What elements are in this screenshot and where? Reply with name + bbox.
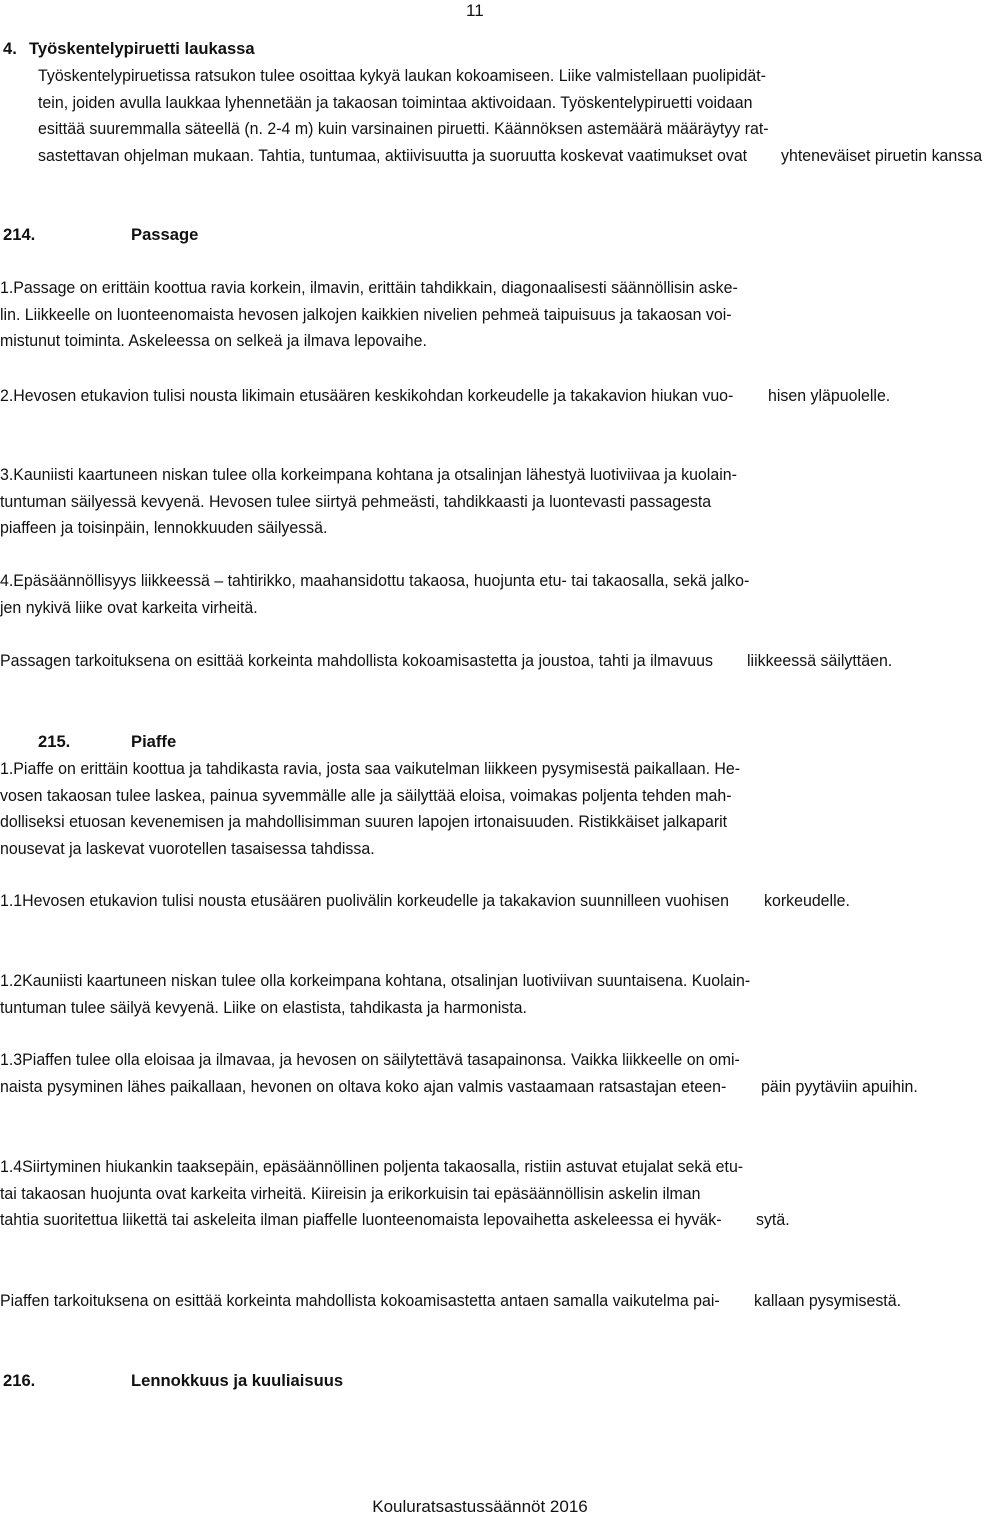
text-line: dolliseksi etuosan kevenemisen ja mahdollisimman suuren lapojen irtonaisuuden. Ristikkäiset jalkaparit <box>0 812 728 831</box>
text-line: liikkeessä säilyttäen. <box>747 651 893 670</box>
text-line: Hevosen etukavion tulisi nousta likimain etusäären keskikohdan korkeudelle ja takakavion hiukan vuo- <box>13 386 734 405</box>
text-line: kallaan pysymisestä. <box>754 1291 902 1310</box>
piaffe-item-1-4 <box>0 1154 954 1234</box>
text-line: tahtia suoritettua liikettä tai askeleita ilman piaffelle luonteenomaista lepovaihetta askeleessa ei hyväk- <box>0 1210 722 1229</box>
text-line: Kauniisti kaartuneen niskan tulee olla korkeimpana kohtana ja otsalinjan lähestyä luotiviivaa ja kuolain- <box>13 465 737 484</box>
page-number: 11 <box>466 1 484 20</box>
item-number: 1.2 <box>0 971 23 990</box>
text-line: yhteneväiset piruetin kanssa <box>781 145 983 165</box>
text-line: Piaffe on erittäin koottua ja tahdikasta ravia, josta saa vaikutelman liikkeen pysymisestä paikallaan. He- <box>13 759 741 778</box>
text-line: Hevosen etukavion tulisi nousta etusäären puolivälin korkeudelle ja takakavion suunnilleen vuohisen <box>22 891 729 910</box>
heading-216-title: Lennokkuus ja kuuliaisuus <box>131 1371 344 1390</box>
heading-216-number: 216. <box>3 1371 36 1390</box>
section-4-number: 4. <box>3 39 17 58</box>
heading-215-number: 215. <box>38 732 71 751</box>
text-line: jen nykivä liike ovat karkeita virheitä. <box>0 597 258 617</box>
item-number: 3. <box>0 465 14 484</box>
text-line: esittää suuremmalla säteellä (n. 2-4 m) kuin varsinainen piruetti. Käännöksen astemäärä määräytyy rat- <box>38 119 769 138</box>
text-line: Piaffen tarkoituksena on esittää korkeinta mahdollista kokoamisastetta antaen samalla vaikutelma pai- <box>0 1291 720 1310</box>
passage-item-3 <box>0 462 954 542</box>
text-line: tein, joiden avulla laukkaa lyhennetään ja takaosan toimintaa aktivoidaan. Työskentelypiruetti voidaan <box>38 92 753 112</box>
text-line: päin pyytäviin apuihin. <box>761 1076 918 1096</box>
text-line: sytä. <box>756 1210 790 1229</box>
piaffe-item-1-1 <box>0 888 954 915</box>
item-number: 4. <box>0 571 14 590</box>
passage-item-1 <box>0 275 954 355</box>
heading-215-title: Piaffe <box>131 732 177 751</box>
piaffe-item-1-3 <box>0 1047 954 1100</box>
text-line: piaffeen ja toisinpäin, lennokkuuden säilyessä. <box>0 518 328 537</box>
text-line: Passage on erittäin koottua ravia korkein, ilmavin, erittäin tahdikkain, diagonaalisesti säännöllisin aske- <box>13 278 738 297</box>
text-line: Passagen tarkoituksena on esittää korkeinta mahdollista kokoamisastetta ja joustoa, tahti ja ilmavuus <box>0 651 713 670</box>
piaffe-item-1-2 <box>0 968 954 1021</box>
text-line: Siirtyminen hiukankin taaksepäin, epäsäännöllinen poljenta takaosalla, ristiin astuvat etujalat sekä etu- <box>22 1157 744 1176</box>
text-line: tai takaosan huojunta ovat karkeita virheitä. Kiireisin ja erikorkuisin tai epäsäännöllisin askelin ilman <box>0 1183 701 1203</box>
text-line: Piaffen tulee olla eloisaa ja ilmavaa, ja hevosen on säilytettävä tasapainonsa. Vaikka liikkeelle on omi- <box>22 1050 740 1069</box>
passage-item-4 <box>0 568 954 621</box>
text-line: sastettavan ohjelman mukaan. Tahtia, tuntumaa, aktiivisuutta ja suoruutta koskevat vaatimukset ovat <box>38 145 748 165</box>
section-4-title: Työskentelypiruetti laukassa <box>29 39 255 58</box>
piaffe-item-1 <box>0 756 954 862</box>
text-line: Kauniisti kaartuneen niskan tulee olla korkeimpana kohtana, otsalinjan luotiviivan suuntaisena. Kuolain- <box>22 971 751 990</box>
item-number: 1. <box>0 278 14 297</box>
text-line: tuntuman säilyessä kevyenä. Hevosen tulee siirtyä pehmeästi, tahdikkaasti ja luontevasti passagesta <box>0 491 712 511</box>
passage-item-2 <box>0 383 954 410</box>
passage-purpose <box>0 648 954 675</box>
item-number: 1. <box>0 759 14 778</box>
item-number: 2. <box>0 386 14 405</box>
text-line: hisen yläpuolelle. <box>768 386 891 405</box>
section-4-body <box>38 63 992 169</box>
text-line: vosen takaosan tulee laskea, painua syvemmälle alle ja säilyttää eloisa, voimakas poljenta tehden mah- <box>0 785 732 805</box>
text-line: naista pysyminen lähes paikallaan, hevonen on oltava koko ajan valmis vastaamaan ratsastajan eteen- <box>0 1076 727 1096</box>
text-line: Epäsäännöllisyys liikkeessä – tahtirikko, maahansidottu takaosa, huojunta etu- tai takaosalla, sekä jalko- <box>13 571 750 590</box>
text-line: mistunut toiminta. Askeleessa on selkeä ja ilmava lepovaihe. <box>0 331 427 350</box>
item-number: 1.4 <box>0 1157 23 1176</box>
text-line: korkeudelle. <box>763 891 850 910</box>
text-line: tuntuman tulee säilyä kevyenä. Liike on elastista, tahdikasta ja harmonista. <box>0 997 527 1017</box>
text-line: nousevat ja laskevat vuorotellen tasaisessa tahdissa. <box>0 838 375 858</box>
heading-214-title: Passage <box>131 225 199 244</box>
item-number: 1.1 <box>0 891 23 910</box>
text-line: lin. Liikkeelle on luonteenomaista hevosen jalkojen kaikkien nivelien pehmeä taipuisuus ja takaosan voi- <box>0 304 732 324</box>
piaffe-purpose <box>0 1288 954 1315</box>
heading-214-number: 214. <box>3 225 36 244</box>
text-line: Työskentelypiruetissa ratsukon tulee osoittaa kykyä laukan kokoamiseen. Liike valmistellaan puolipidät- <box>38 66 766 85</box>
page-footer: Kouluratsastussäännöt 2016 <box>372 1497 588 1516</box>
item-number: 1.3 <box>0 1050 23 1069</box>
